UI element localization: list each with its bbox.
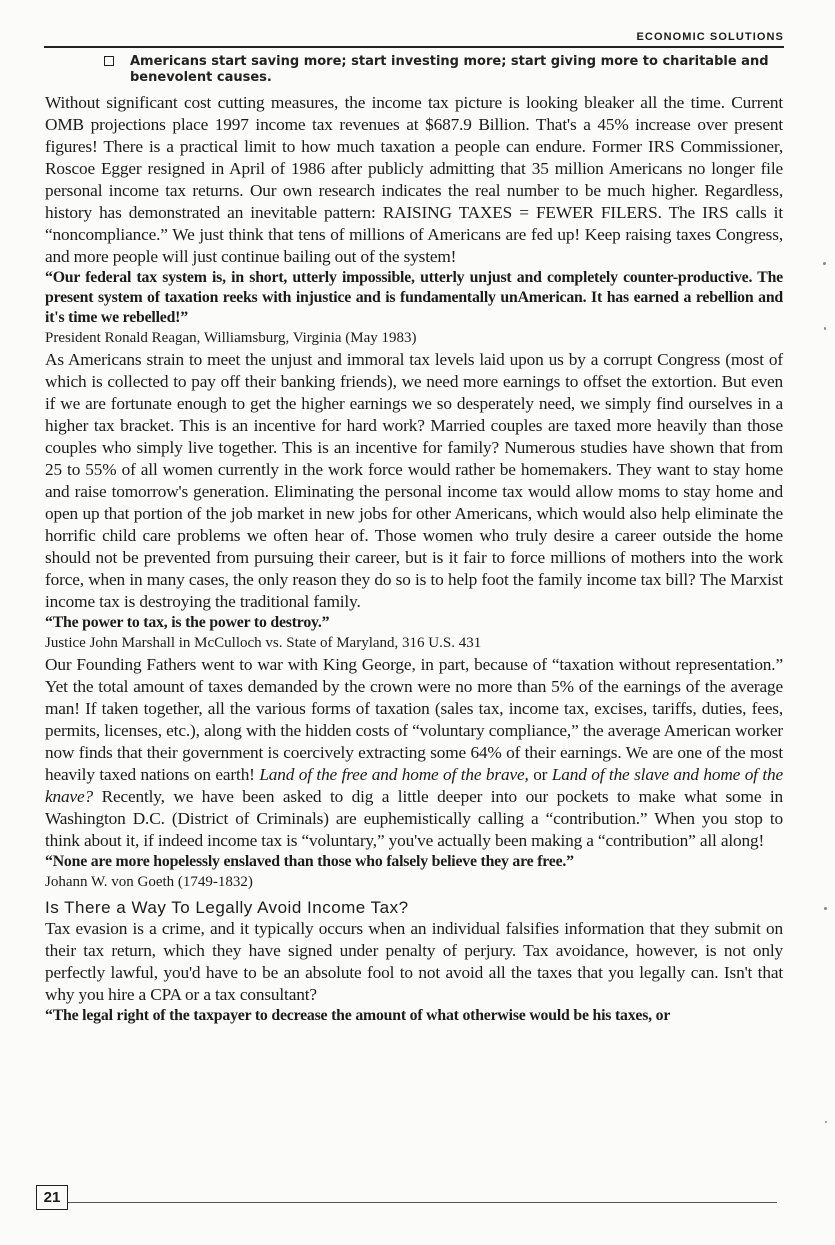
margin-speck bbox=[824, 907, 827, 910]
section-heading: Is There a Way To Legally Avoid Income Tax? bbox=[45, 898, 409, 917]
paragraph-text: or bbox=[533, 765, 548, 784]
page-footer bbox=[36, 1185, 777, 1213]
footer-rule bbox=[68, 1202, 777, 1203]
pull-quote: “The power to tax, is the power to destroy.” bbox=[45, 614, 330, 631]
pull-quote: “Our federal tax system is, in short, utterly impossible, utterly unjust and completely counter-productive. The present system of taxation reeks with injustice and is fundamentally unAmerican. It has earned a rebellion and it's time we rebelled!” bbox=[45, 269, 783, 326]
paragraph bbox=[45, 654, 783, 852]
quote-citation: President Ronald Reagan, Williamsburg, Virginia (May 1983) bbox=[45, 330, 417, 346]
paragraph: Tax evasion is a crime, and it typically occurs when an individual falsifies information that they submit on their tax return, which they have signed under penalty of perjury. Tax avoidance, however, is not only perfectly lawful, you'd have to be an absolute fool to not avoid all the taxes that you legally can. Isn't that why you hire a CPA or a tax consultant? bbox=[45, 919, 783, 1004]
margin-speck bbox=[824, 327, 826, 330]
paragraph-text: Our Founding Fathers went to war with King George, in part, because of “taxation without representation.” Yet the total amount of taxes demanded by the crown were no more than 5% of the earnings of the average man! If taken together, all the various forms of taxation (sales tax, income tax, excises, tariffs, duties, fees, permits, licenses, etc.), along with the hidden costs of “voluntary compliance,” the average American worker now finds that their government is coercively extracting some 64% of their earnings. We are one of the most heavily taxed nations on earth! bbox=[45, 655, 783, 784]
bullet-text: Americans start saving more; start investing more; start giving more to charitable and benevolent causes. bbox=[130, 54, 769, 85]
page-number: 21 bbox=[36, 1185, 68, 1210]
paragraph: As Americans strain to meet the unjust and immoral tax levels laid upon us by a corrupt Congress (most of which is collected to pay off their banking friends), we need more earnings to offset the extortion. But even if we are fortunate enough to get the higher earnings we so desperately need, we simply find ourselves in a higher tax bracket. This is an incentive for hard work? Married couples are taxed more heavily than those couples who simply live together. This is an incentive for family? Numerous studies have shown that from 25 to 55% of all women currently in the work force would rather be homemakers. They want to stay home and raise tomorrow's generation. Eliminating the personal income tax would allow moms to stay home and open up that portion of the job market in new jobs for other Americans, which would also help eliminate the horrific child care problems we often hear of. Those women who truly desire a career outside the home should not be prevented from pursuing their career, but is it fair to force millions of mothers into the work force, when in many cases, the only reason they do so is to help foot the family income tax bill? The Marxist income tax is destroying the traditional family. bbox=[45, 350, 783, 611]
section-label: ECONOMIC SOLUTIONS bbox=[636, 31, 784, 43]
pull-quote: “The legal right of the taxpayer to decrease the amount of what otherwise would be his taxes, or bbox=[45, 1007, 671, 1024]
italic-phrase: Land of the free and home of the brave, bbox=[259, 765, 529, 784]
running-header bbox=[44, 29, 784, 48]
margin-speck bbox=[825, 1121, 827, 1123]
paragraph-text: Recently, we have been asked to dig a little deeper into our pockets to make what some in Washington D.C. (District of Criminals) are euphemistically calling a “contribution.” When you stop to think about it, if indeed income tax is “voluntary,” you've actually been making a “contribution” all along! bbox=[45, 787, 783, 850]
italic-phrase: Land of the slave and home of the knave? bbox=[45, 765, 784, 806]
quote-citation: Justice John Marshall in McCulloch vs. State of Maryland, 316 U.S. 431 bbox=[45, 635, 482, 651]
pull-quote: “None are more hopelessly enslaved than those who falsely believe they are free.” bbox=[45, 853, 574, 870]
margin-speck bbox=[823, 262, 826, 265]
paragraph: Without significant cost cutting measures, the income tax picture is looking bleaker all the time. Current OMB projections place 1997 income tax revenues at $687.9 Billion. That's a 45% increase over present figures! There is a practical limit to how much taxation a people can endure. Former IRS Commissioner, Roscoe Egger resigned in April of 1986 after publicly admitting that 35 million Americans no longer file personal income tax returns. Our own research indicates the real number to be much higher. Regardless, history has demonstrated an inevitable pattern: RAISING TAXES = FEWER FILERS. The IRS calls it “noncompliance.” We just think that tens of millions of Americans are fed up! Keep raising taxes Congress, and more people will just continue bailing out of the system! bbox=[45, 93, 783, 266]
quote-citation: Johann W. von Goeth (1749-1832) bbox=[45, 874, 253, 890]
checkbox-bullet-icon bbox=[104, 56, 114, 66]
article-body bbox=[45, 92, 783, 1026]
bullet-item bbox=[130, 54, 785, 86]
